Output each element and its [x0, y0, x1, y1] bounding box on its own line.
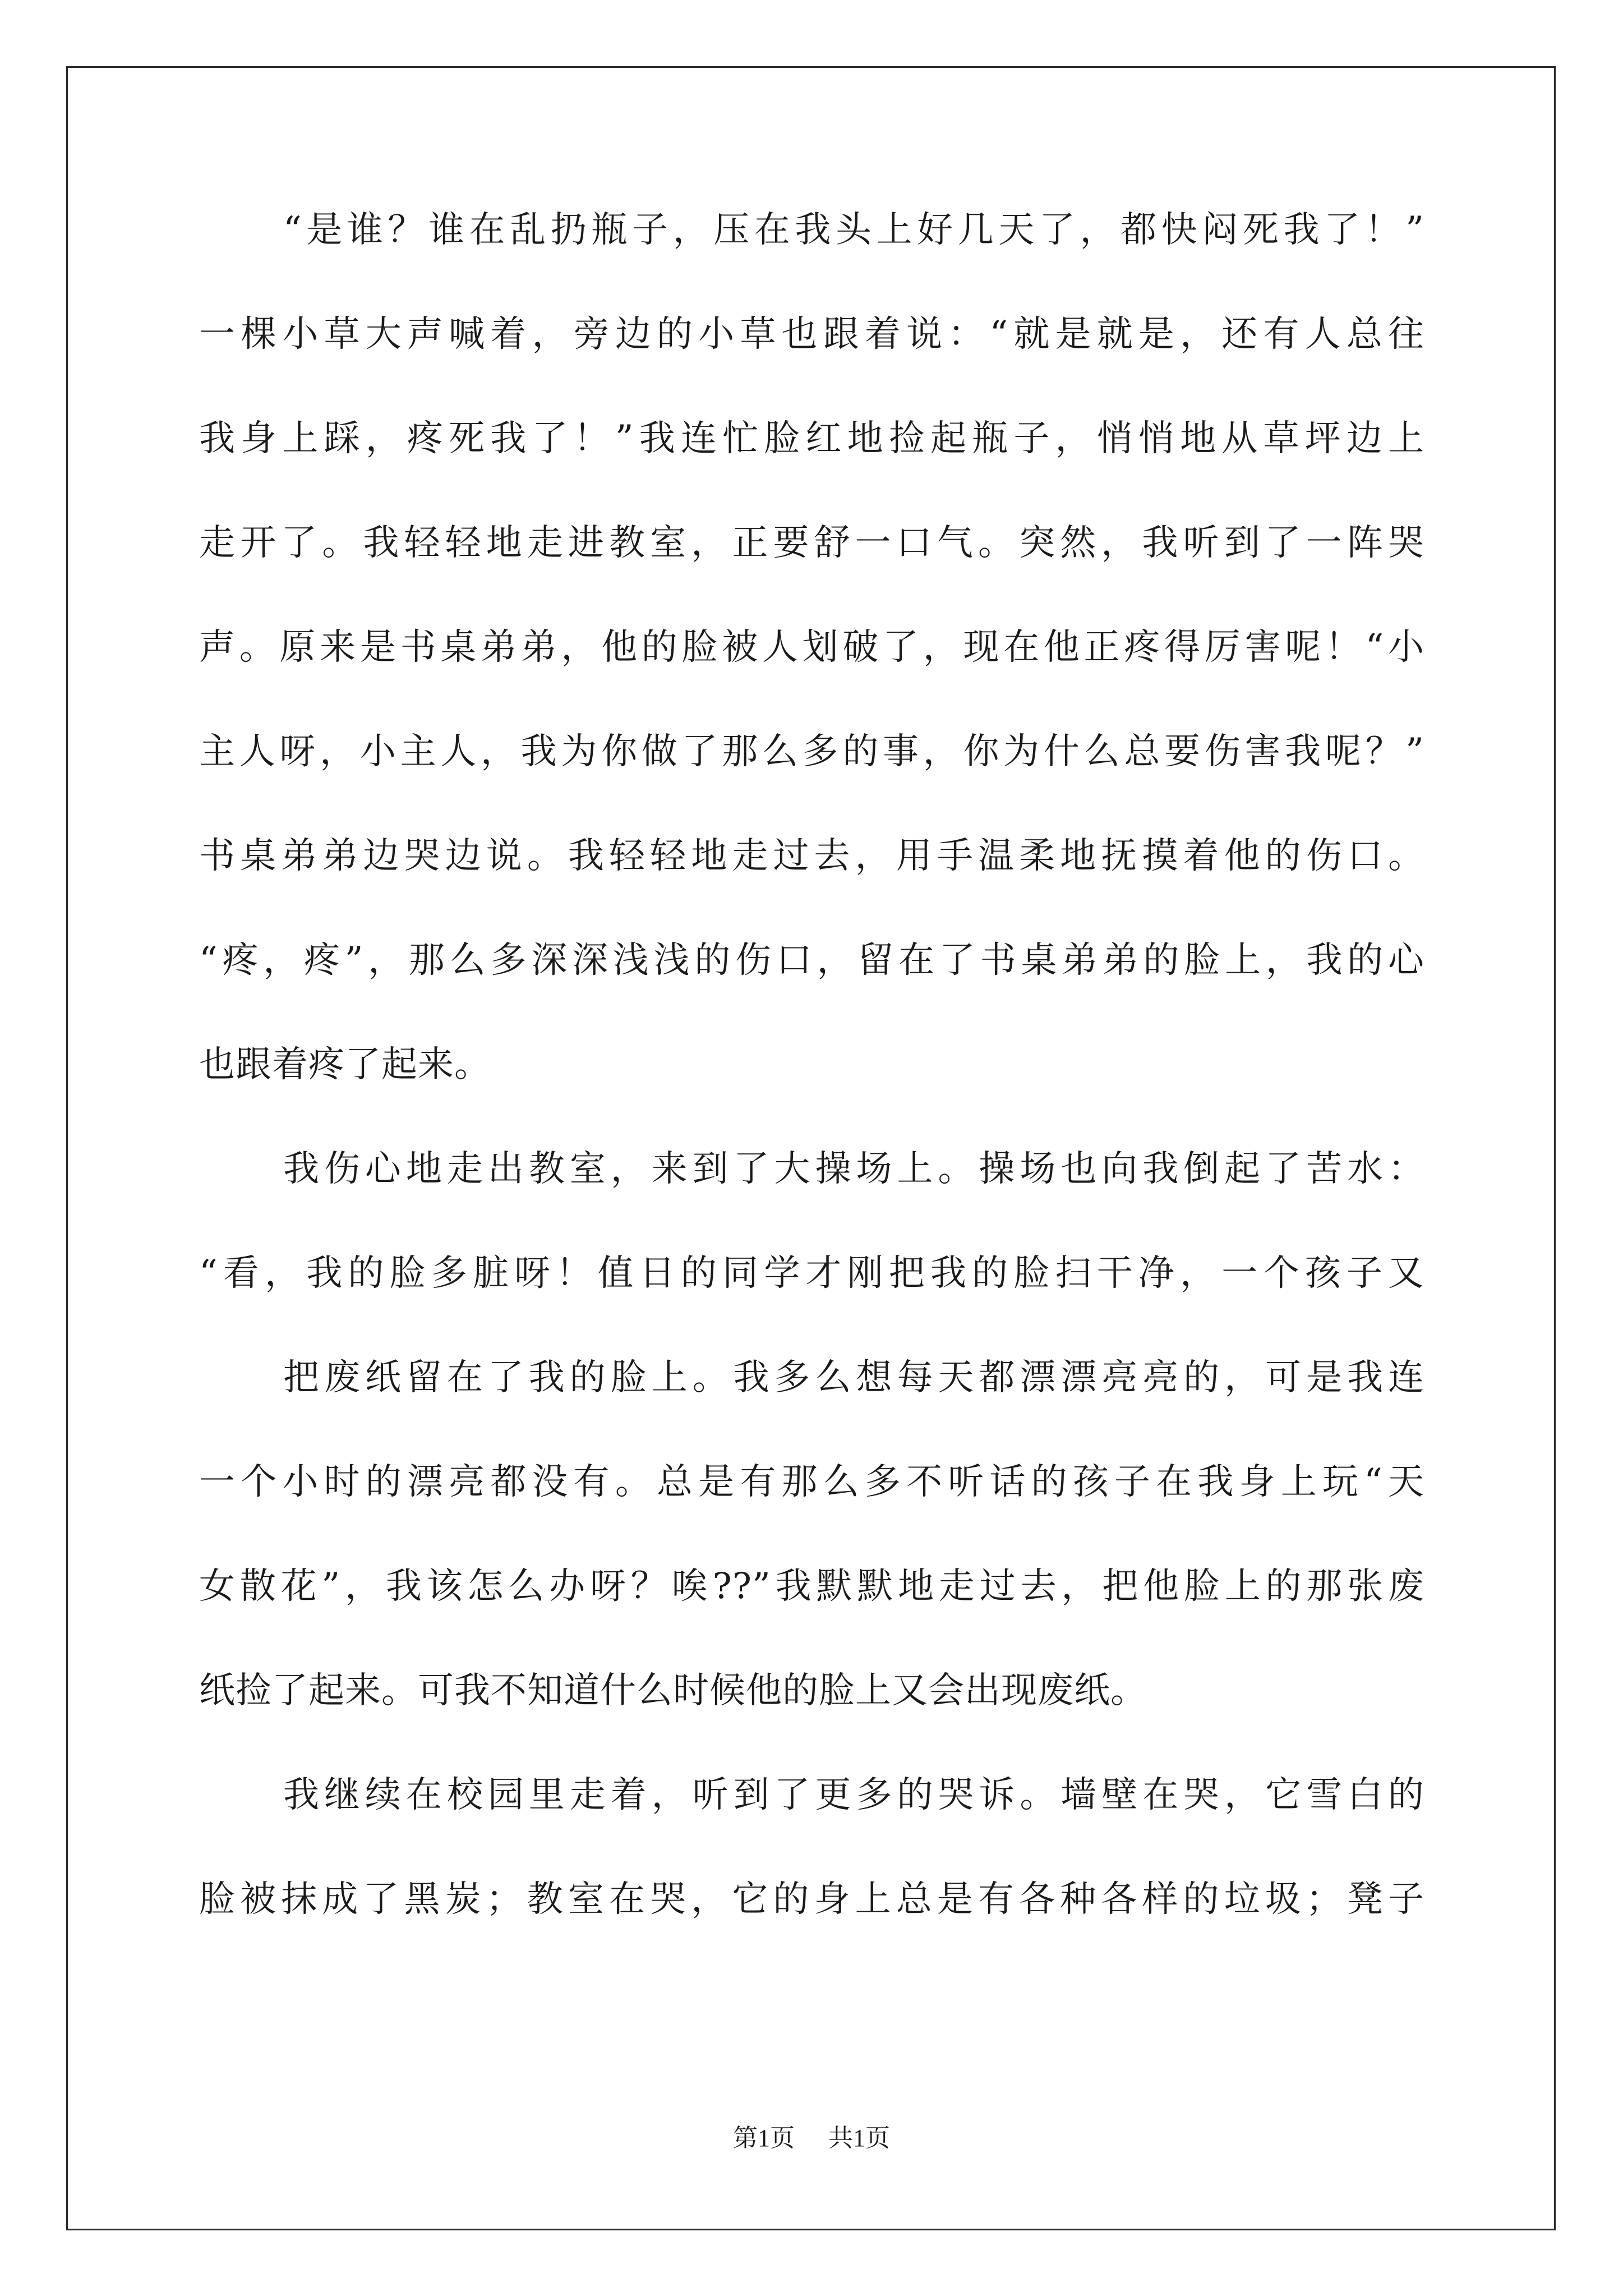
text-line: 一个小时的漂亮都没有。总是有那么多不听话的孩子在我身上玩“天 [199, 1461, 1424, 1503]
text-line: “是谁？谁在乱扔瓶子，压在我头上好几天了，都快闷死我了！” [283, 209, 1424, 251]
text-line: 一棵小草大声喊着，旁边的小草也跟着说：“就是就是，还有人总往 [199, 314, 1424, 355]
text-line: 主人呀，小主人，我为你做了那么多的事，你为什么总要伤害我呢？” [199, 731, 1424, 772]
text-line: 我继续在校园里走着，听到了更多的哭诉。墙壁在哭，它雪白的 [283, 1774, 1424, 1816]
document-body [199, 209, 1424, 1986]
text-line: 纸捡了起来。可我不知道什么时候他的脸上又会出现废纸。 [199, 1670, 1147, 1711]
text-line: 走开了。我轻轻地走进教室，正要舒一口气。突然，我听到了一阵哭 [199, 522, 1424, 564]
text-line: 我伤心地走出教室，来到了大操场上。操场也向我倒起了苦水： [283, 1148, 1424, 1190]
text-line: “看，我的脸多脏呀！值日的同学才刚把我的脸扫干净，一个孩子又 [199, 1253, 1424, 1294]
text-line: 书桌弟弟边哭边说。我轻轻地走过去，用手温柔地抚摸着他的伤口。 [199, 835, 1424, 877]
text-line: 也跟着疼了起来。 [199, 1044, 491, 1085]
text-line: 把废纸留在了我的脸上。我多么想每天都漂漂亮亮的，可是我连 [283, 1357, 1424, 1398]
text-line: “疼，疼”，那么多深深浅浅的伤口，留在了书桌弟弟的脸上，我的心 [199, 940, 1424, 981]
page-number-current: 第1页 [733, 2124, 795, 2152]
text-line: 女散花”，我该怎么办呀？唉??”我默默地走过去，把他脸上的那张废 [199, 1566, 1424, 1607]
text-line: 脸被抹成了黑炭；教室在哭，它的身上总是有各种各样的垃圾；凳子 [199, 1879, 1424, 1920]
text-line: 我身上踩，疼死我了！”我连忙脸红地捡起瓶子，悄悄地从草坪边上 [199, 418, 1424, 459]
page-footer [0, 2126, 1623, 2151]
page-number-total: 共1页 [828, 2124, 890, 2152]
text-line: 声。原来是书桌弟弟，他的脸被人划破了，现在他正疼得厉害呢！“小 [199, 627, 1424, 668]
